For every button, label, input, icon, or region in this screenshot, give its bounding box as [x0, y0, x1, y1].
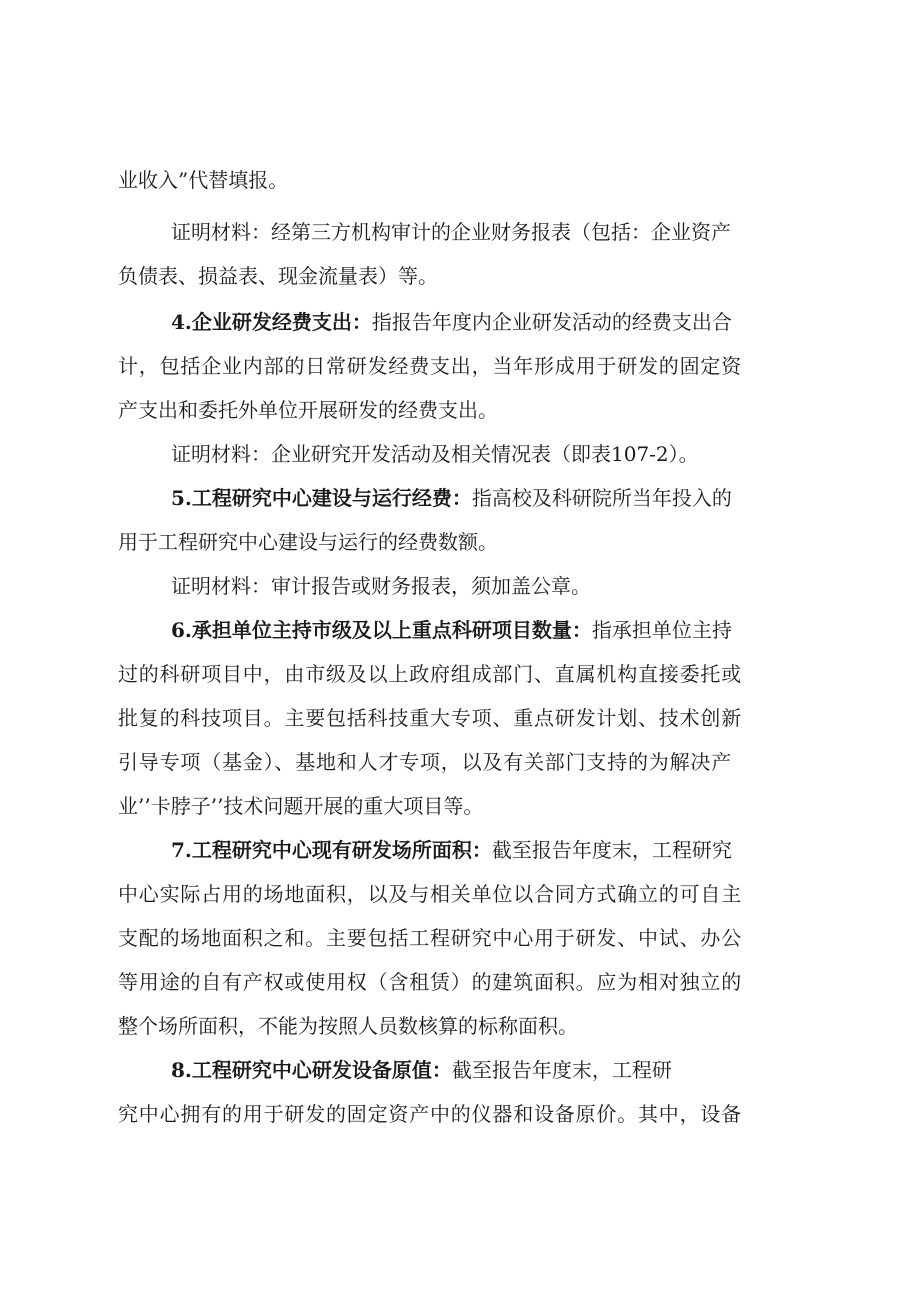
text-line [118, 1016, 578, 1036]
text-line [118, 928, 742, 948]
line-text: 究中心拥有的用于研发的固定资产中的仪器和设备原价。其中，设备 [118, 1102, 742, 1126]
line-text: 计，包括企业内部的日常研发经费支出，当年形成用于研发的固定资 [118, 354, 742, 378]
text-line [171, 576, 591, 596]
line-text: 支配的场地面积之和。主要包括工程研究中心用于研发、中试、办公 [118, 926, 742, 950]
text-line [118, 708, 742, 728]
text-line [118, 532, 498, 552]
text-line [118, 664, 742, 684]
line-text: 指承担单位主持 [591, 618, 732, 642]
item-heading-7: 7.工程研究中心现有研发场所面积： [171, 838, 492, 862]
line-text: 整个场所面积，不能为按照人员数核算的标称面积。 [118, 1014, 578, 1038]
line-text: 过的科研项目中，由市级及以上政府组成部门、直属机构直接委托或 [118, 662, 742, 686]
line-text: 等用途的自有产权或使用权（含租赁）的建筑面积。应为相对独立的 [118, 970, 742, 994]
text-line [118, 356, 742, 376]
text-line [118, 266, 438, 286]
line-text: 用于工程研究中心建设与运行的经费数额。 [118, 530, 498, 554]
text-line [171, 444, 699, 464]
line-text: 证明材料：经第三方机构审计的企业财务报表（包括：企业资产 [171, 220, 731, 244]
text-line [171, 620, 732, 640]
line-text: 引导专项（基金）、基地和人才专项，以及有关部门支持的为解决产 [118, 750, 732, 774]
line-text: 证明材料：企业研究开发活动及相关情况表（即表107-2）。 [171, 442, 699, 466]
text-line [118, 796, 483, 816]
line-text: 负债表、损益表、现金流量表）等。 [118, 264, 438, 288]
text-line [118, 1104, 742, 1124]
item-heading-5: 5.工程研究中心建设与运行经费： [171, 486, 472, 510]
text-line [118, 400, 498, 420]
line-text: 指报告年度内企业研发活动的经费支出合 [371, 310, 732, 334]
item-heading-4: 4.企业研发经费支出： [171, 310, 372, 334]
text-line [118, 170, 288, 190]
line-text: 中心实际占用的场地面积，以及与相关单位以合同方式确立的可自主 [118, 882, 742, 906]
text-line [118, 884, 742, 904]
line-text: 指高校及科研院所当年投入的 [471, 486, 732, 510]
text-line [171, 222, 731, 242]
line-text: 业’’卡脖子’’技术问题开展的重大项目等。 [118, 794, 484, 818]
line-text: 产支出和委托外单位开展研发的经费支出。 [118, 398, 498, 422]
text-line [171, 840, 732, 860]
line-text: 截至报告年度末，工程研究 [491, 838, 732, 862]
line-text: 业收入”代替填报。 [118, 168, 289, 192]
line-text: 批复的科技项目。主要包括科技重大专项、重点研发计划、技术创新 [118, 706, 742, 730]
text-line [171, 488, 732, 508]
text-line [171, 1060, 672, 1080]
text-line [118, 752, 732, 772]
line-text: 证明材料：审计报告或财务报表，须加盖公章。 [171, 574, 591, 598]
item-heading-6: 6.承担单位主持市级及以上重点科研项目数量： [171, 618, 592, 642]
text-line [118, 972, 742, 992]
text-line [171, 312, 732, 332]
item-heading-8: 8.工程研究中心研发设备原值： [171, 1058, 452, 1082]
line-text: 截至报告年度末，工程研 [451, 1058, 672, 1082]
